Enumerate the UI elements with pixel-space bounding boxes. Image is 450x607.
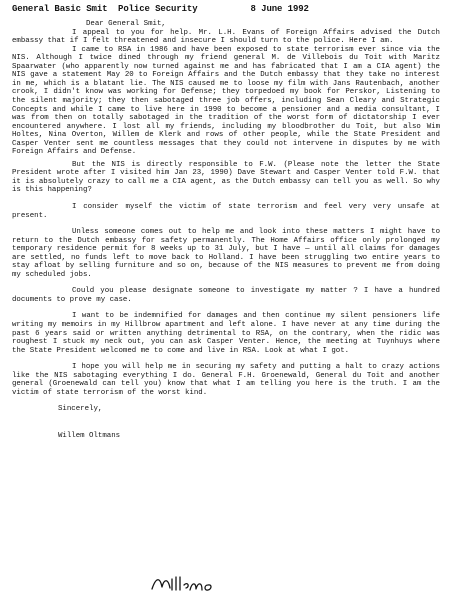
paragraph-6: Could you please designate someone to investigate my matter ? I have a hundred documents to prove my case. (12, 287, 440, 304)
header-date: 8 June 1992 (250, 4, 309, 14)
paragraph-5: Unless someone comes out to help me and look into these matters I might have to return to the Dutch embassy for safety permanently. The Home Affairs office only prolonged my temporary residence permit for 8 weeks up to 31 July, but I have — until all claims for damages are settled, no funds left to move back to Holland. I have been struggling two entire years to stay afloat by selling furniture and so on, because of the NIS measures to prevent me from doing my scheduled jobs. (12, 228, 440, 279)
signatory-name: Willem Oltmans (58, 431, 121, 440)
paragraph-8: I hope you will help me in securing my safety and putting a halt to crazy actions like the NIS sabotaging everything I do. General F.H. Groenewald, General du Toit and another general (Groenewald can tell you) know that what I am telling you here is the truth. I am the victim of state terrorism of the worst kind. (12, 363, 440, 397)
paragraph-7: I want to be indemnified for damages and then continue my silent pensioners life writing my memoirs in my Hillbrow apartment and left alone. I have never at any time during the past 6 years said or written anything detrimental to RSA, on the contrary, when the ridic was roughest I stuck my neck out, you can ask Casper Venter. Hence, the meeting at Tuynhuys where the State President welcomed me to come and live in RSA. Look at what I got. (12, 312, 440, 355)
salutation: Dear General Smit, (86, 20, 166, 28)
header-org: General Basic Smit Police Security (12, 4, 198, 14)
paragraph-2: I came to RSA in 1986 and have been exposed to state terrorism ever since via the NIS. Although I twice dined through my friend general M. de Villebois du Toit with Maritz Spaarwater (who apparently now turned against me and has fabricated that I am a CIA agent) the NIS gave a statement May 20 to Foreign Affairs and the Dutch embassy that they take no interest in me, which is a blatant lie. The NIS caused me to loose my film with Jans Rautenbach, another crook, I didn't know was working for Defense; they torpedoed my book for Perskor, Listening to the silent majority; they then sabotaged three job offers, including Sean Cleary and Strategic Concepts and while I came to live here in 1990 to become a pensioner and a media consultant, I was from then on totally sabotaged in the tradition of the worst form of dictatorship I ever encountered anywhere. I lost all my friends, including my bloodbrother du Toit, but also Wim Holtes, Nina Overton, Willem de Klerk and rows of other people, while the State President and Casper Venter sent me countless messages that they could not intervene in disputes by me with Foreign Affairs and Defense. (12, 45, 440, 157)
closing: Sincerely, (58, 405, 103, 414)
handwritten-signature (150, 573, 220, 595)
letter-header (12, 4, 440, 14)
paragraph-3: But the NIS is directly responsible to F.W. (Please note the letter the State President wrote after I visited him Jan 23, 1990) Dave Stewart and Casper Venter told F.W. that it is absolutely crazy to call me a CIA agent, as the Dutch embassy can tell you as well. So why is this happening? (12, 160, 440, 195)
paragraph-1: I appeal to you for help. Mr. L.H. Evans of Foreign Affairs advised the Dutch embassy that if I felt threatened and insecure I should turn to the police. Here I am. (12, 28, 440, 46)
paragraph-4: I consider myself the victim of state terrorism and feel very very unsafe at present. (12, 202, 440, 220)
